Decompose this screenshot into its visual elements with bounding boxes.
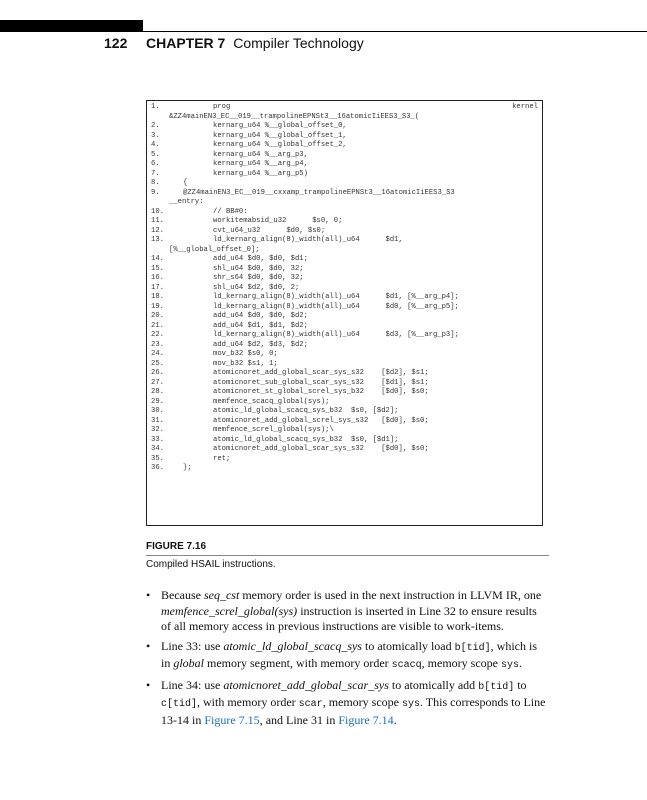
chapter-label: CHAPTER 7 bbox=[146, 35, 226, 51]
bullet-icon: • bbox=[146, 588, 151, 602]
code-line: 30. atomic_ld_global_scacq_sys_b32 $s0, [$d2]; bbox=[151, 407, 399, 415]
bullet-item: • Line 34: use atomicnoret_add_global_scar_sys to atomically add b[tid] to c[tid], with memory order scar, memory scope sys. This corresponds to Line 13-14 in Figure 7.15, and Line 31 in Figure 7.14. bbox=[146, 677, 546, 727]
code-line: 9. @ZZ4mainEN3_EC__019__cxxamp_trampolineEPNSt3__16atomicIiEES3_S3 bbox=[151, 188, 455, 197]
header-rule bbox=[143, 31, 647, 32]
code-line: 22. ld_kernarg_align(8)_width(all)_u64 $d3, [%__arg_p3]; bbox=[151, 331, 459, 339]
code-line: 18. ld_kernarg_align(8)_width(all)_u64 $d1, [%__arg_p4]; bbox=[151, 293, 459, 301]
code-line: 27. atomicnoret_sub_global_scar_sys_s32 [$d1], $s1; bbox=[151, 378, 429, 387]
code-listing bbox=[146, 100, 543, 526]
code-line: 4. kernarg_u64 %__global_offset_2, bbox=[151, 141, 347, 149]
bullet-icon: • bbox=[146, 677, 151, 692]
code-line: &ZZ4mainEN3_EC__019__trampolineEPNSt3__16atomicIiEES3_S3_( bbox=[169, 112, 420, 121]
code-line: 36. }; bbox=[151, 464, 192, 472]
code-line: 23. add_u64 $d2, $d3, $d2; bbox=[151, 340, 308, 349]
code-line: 29. memfence_scacq_global(sys); bbox=[151, 397, 330, 406]
code-line: 6. kernarg_u64 %__arg_p4, bbox=[151, 160, 308, 168]
figure-link[interactable]: Figure 7.15 bbox=[204, 712, 260, 727]
code-line: [%__global_offset_0]; bbox=[169, 245, 260, 254]
code-line: 25. mov_b32 $s1, 1; bbox=[151, 359, 278, 368]
code-line: 32. memfence_screl_global(sys);\ bbox=[151, 426, 334, 434]
code-line: 5. kernarg_u64 %__arg_p3, bbox=[151, 150, 308, 159]
code-line: 1. prog kernel bbox=[151, 103, 538, 111]
code-line: 11. workitemabsid_u32 $s0, 0; bbox=[151, 217, 343, 225]
code-line: 13. ld_kernarg_align(8)_width(all)_u64 $d1, bbox=[151, 236, 403, 244]
code-line: 20. add_u64 $d0, $d0, $d2; bbox=[151, 312, 308, 320]
code-line: 24. mov_b32 $s0, 0; bbox=[151, 350, 278, 358]
code-line: 7. kernarg_u64 %__arg_p5) bbox=[151, 169, 308, 178]
code-line: 31. atomicnoret_add_global_screl_sys_s32 [$d0], $s0; bbox=[151, 416, 429, 425]
code-line: __entry: bbox=[169, 198, 204, 206]
code-line: 21. add_u64 $d1, $d1, $d2; bbox=[151, 321, 308, 330]
code-line: 16. shr_s64 $d0, $d0, 32; bbox=[151, 274, 304, 282]
header-bar bbox=[0, 20, 143, 32]
bullet-item: • Line 33: use atomic_ld_global_scacq_sys to atomically load b[tid], which is in global memory segment, with memory order scacq, memory scope sys. bbox=[146, 638, 537, 671]
code-line: 17. shl_u64 $d2, $d0, 2; bbox=[151, 283, 300, 292]
chapter-title: Compiler Technology bbox=[233, 35, 364, 51]
code-line: 14. add_u64 $d0, $d0, $d1; bbox=[151, 255, 308, 263]
code-line: 26. atomicnoret_add_global_scar_sys_s32 [$d2], $s1; bbox=[151, 369, 429, 377]
figure-link[interactable]: Figure 7.14 bbox=[338, 712, 394, 727]
code-line: 12. cvt_u64_u32 $d0, $s0; bbox=[151, 226, 326, 235]
code-line: 19. ld_kernarg_align(8)_width(all)_u64 $d0, [%__arg_p5]; bbox=[151, 302, 459, 311]
code-line: 34. atomicnoret_add_global_scar_sys_s32 [$d0], $s0; bbox=[151, 445, 429, 453]
code-line: 2. kernarg_u64 %__global_offset_0, bbox=[151, 122, 347, 130]
code-line: 15. shl_u64 $d0, $d0, 32; bbox=[151, 264, 304, 273]
figure-label: FIGURE 7.16 bbox=[146, 541, 207, 552]
page-number: 122 bbox=[104, 35, 128, 51]
code-line: 35. ret; bbox=[151, 454, 231, 463]
bullet-list bbox=[146, 588, 546, 732]
bullet-item: • Because seq_cst memory order is used in the next instruction in LLVM IR, one memfence_screl_global(sys) instruction is inserted in Line 32 to ensure results of all memory access in previous instructions are visible to work-items. bbox=[146, 588, 542, 633]
figure-caption: Compiled HSAIL instructions. bbox=[146, 559, 276, 570]
code-line: 10. // BB#0: bbox=[151, 207, 248, 216]
running-head bbox=[146, 35, 364, 51]
code-line: 3. kernarg_u64 %__global_offset_1, bbox=[151, 131, 347, 140]
figure-rule bbox=[146, 555, 549, 556]
code-line: 33. atomic_ld_global_scacq_sys_b32 $s0, [$d1]; bbox=[151, 435, 399, 444]
code-line: 8. { bbox=[151, 179, 188, 187]
code-line: 28. atomicnoret_st_global_screl_sys_b32 [$d0], $s0; bbox=[151, 388, 429, 396]
bullet-icon: • bbox=[146, 638, 151, 653]
